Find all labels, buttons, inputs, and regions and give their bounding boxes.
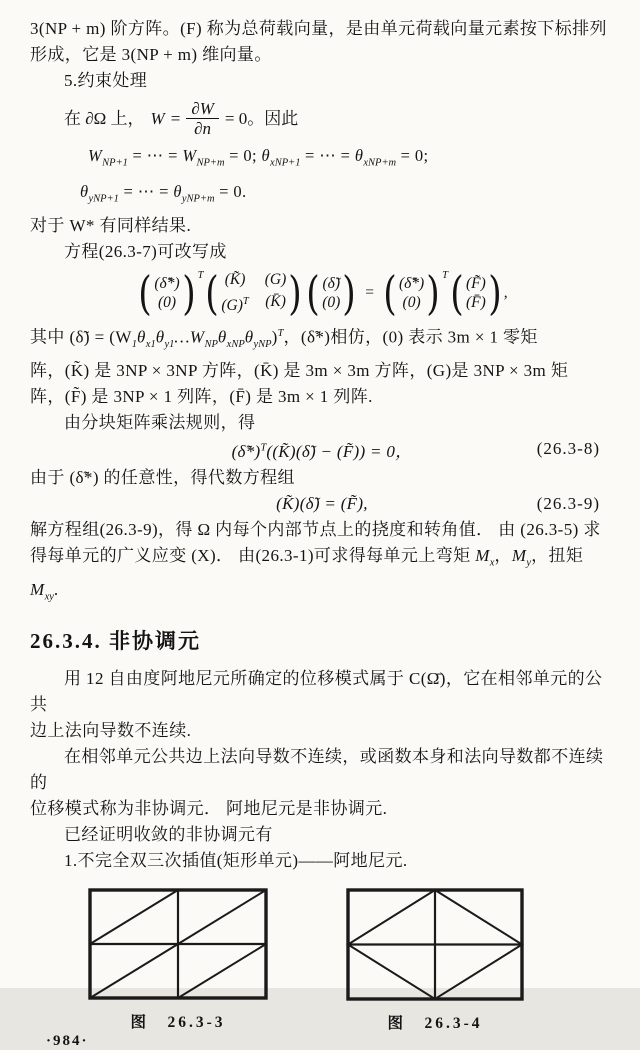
diagonal-line [90, 944, 178, 998]
big-right-paren: ) [181, 265, 196, 320]
figure-26-3-4-block [346, 888, 524, 1033]
equals-sign: = [365, 283, 374, 301]
transpose-superscript: T [277, 327, 284, 339]
right-vector-transposed [381, 265, 449, 320]
equals-zero: = 0; [396, 146, 429, 165]
equation-body [232, 442, 413, 461]
big-left-paren: ( [138, 265, 153, 320]
figure-26-3-3-block [88, 888, 268, 1032]
figures-row [30, 888, 614, 1033]
big-left-paren: ( [383, 265, 397, 320]
big-right-paren: ) [426, 265, 440, 320]
vector-entry: (0) [322, 293, 341, 311]
delta-star-vector [154, 274, 179, 312]
paragraph-block-multiplication-rule: 由分块矩阵乘法规则，得 [64, 412, 256, 432]
force-vector [448, 265, 504, 320]
paragraph-adini-element-line2: 边上法向导数不连续. [30, 721, 192, 741]
var-M: M [30, 579, 45, 599]
paragraph-adini-element-line1: 用 12 自由度阿地尼元所确定的位移模式属于 C(Ω̄)，它在相邻单元的公共 [30, 669, 603, 715]
paragraph-solve-line1: 解方程组(26.3-9)，得 Ω 内每个内部节点上的挠度和转角值． 由 (26.3-5) 求 [30, 520, 601, 540]
figure-caption-26-3-3: 图 26.3-3 [130, 1014, 226, 1032]
text-run: ，扭矩 [531, 546, 584, 566]
vector-entry: (F̄) [465, 293, 486, 311]
period: . [53, 579, 59, 599]
var-theta: θ [354, 146, 364, 165]
paragraph-rewrite-equation: 方程(26.3-7)可改写成 [64, 241, 227, 261]
text-run: 得每单元的广义应变 (X)． 由(26.3-1)可求得每单元上弯矩 [30, 546, 476, 566]
variable-w: W [150, 108, 165, 128]
equation-number: (26.3-9) [536, 494, 600, 514]
big-right-paren: ) [288, 265, 303, 320]
diagonal-line [178, 944, 266, 998]
equals-zero: = 0; [224, 146, 262, 165]
subscript: xNP [226, 338, 245, 350]
big-left-paren: ( [205, 265, 220, 320]
equation-number: (26.3-8) [536, 438, 600, 458]
comma: ， [494, 546, 512, 566]
vector-entry: (δ̃*) [398, 274, 425, 292]
matrix-entry [221, 292, 248, 315]
vector-entry: (F̃) [465, 274, 486, 292]
text-run: ，(δ̃*)相仿，(0) 表示 3m × 1 零矩 [283, 327, 538, 347]
subsection-constraint-handling: 5.约束处理 [64, 71, 148, 90]
diagonal-line [178, 890, 266, 944]
matrix-2x2 [221, 270, 286, 315]
var-W: W [88, 146, 103, 165]
var-theta: θ [173, 182, 182, 202]
paragraph-solve-line2 [30, 543, 614, 576]
subscript: NP+m [196, 157, 225, 169]
trailing-comma: , [503, 283, 508, 301]
equals-zero: = 0. [214, 182, 247, 202]
transpose-superscript: T [442, 269, 449, 281]
force-vector-stack [466, 274, 486, 312]
big-right-paren: ) [488, 265, 502, 320]
mesh-figure-diamond-grid [346, 888, 524, 1001]
subscript: NP+1 [102, 157, 128, 169]
subscript: x [489, 557, 495, 569]
subscript: 1 [131, 338, 138, 350]
big-left-paren: ( [306, 265, 320, 320]
paragraph-arbitrariness: 由于 (δ̃*) 的任意性，得代数方程组 [30, 468, 295, 488]
equation-rest: ((K̃)(δ̃) − (F̃)) = 0， [266, 442, 413, 462]
mesh-figure-diagonal-grid [88, 888, 268, 1000]
var-theta: θ [137, 327, 146, 347]
dots-equals: = ⋯ = [300, 146, 355, 165]
var-theta: θ [80, 182, 89, 202]
matrix-entry: (G) [264, 271, 287, 289]
delta-vector [304, 265, 358, 320]
partial-derivative-fraction [186, 99, 219, 138]
paragraph-where-definitions-line2: 阵，(K̃) 是 3NP × 3NP 方阵，(K̄) 是 3m × 3m 方阵，(G)是 3NP × 3m 矩 [30, 360, 569, 380]
vector-entry: (0) [402, 293, 421, 311]
matrix-entry: (K̃) [224, 271, 246, 289]
big-left-paren: ( [450, 265, 464, 320]
constraint-equation-line1 [30, 142, 614, 176]
transpose-superscript: T [197, 269, 204, 281]
subscript: xy [44, 591, 54, 603]
subscript: yNP+m [181, 193, 215, 205]
var-theta: θ [155, 327, 165, 347]
delta-star-term: (δ̃*) [231, 442, 261, 462]
formula-prefix: 在 ∂Ω 上， [64, 108, 145, 128]
subscript: y [526, 557, 532, 569]
var-theta: θ [261, 146, 271, 165]
big-right-paren: ) [342, 265, 356, 320]
subscript: x1 [145, 338, 156, 350]
paragraph-solve-line3 [30, 577, 614, 610]
vector-entry: (δ̃*) [154, 274, 180, 292]
delta-vector-stack [322, 274, 340, 312]
paragraph-proven-convergent: 已经证明收敛的非协调元有 [64, 825, 273, 845]
matrix-entry-g: (G) [221, 297, 243, 315]
transpose-superscript: T [242, 296, 249, 308]
equation-body: (K̃)(δ̃) = (F̃), [276, 494, 368, 514]
subscript: xNP+1 [270, 157, 301, 169]
var-w-dots: …W [174, 327, 205, 347]
transpose-superscript: T [260, 442, 267, 454]
paragraph-total-load-vector-line1: 3(NP + m) 阶方阵。(F) 称为总荷载向量，是由单元荷载向量元素按下标排列 [30, 19, 607, 38]
var-theta: θ [244, 327, 254, 347]
var-M: M [475, 546, 490, 566]
diagonal-line [90, 890, 178, 944]
paragraph-where-definitions-line1 [30, 321, 614, 358]
vector-entry: (0) [157, 293, 177, 311]
figure-caption-26-3-4: 图 26.3-4 [387, 1015, 483, 1033]
subscript: xNP+m [363, 157, 397, 169]
block-matrix-equation [30, 265, 614, 320]
subscript: NP [204, 338, 218, 350]
subscript: yNP+1 [88, 193, 119, 205]
equation-26-3-8 [30, 436, 614, 466]
formula-suffix: = 0。因此 [224, 108, 299, 128]
text-run: 其中 (δ̃) = (W [30, 327, 132, 347]
stiffness-block-matrix [203, 265, 304, 320]
left-vector-transposed [136, 265, 204, 320]
var-W: W [182, 146, 197, 165]
page-number: ·984· [46, 1033, 89, 1050]
equals-sign: = [170, 108, 181, 128]
paragraph-same-result: 对于 W* 有同样结果. [30, 215, 192, 235]
paragraph-nonconforming-def-line1: 在相邻单元公共边上法向导数不连续，或函数本身和法向导数都不连续的 [30, 747, 604, 793]
constraint-equation-line2 [30, 178, 614, 212]
list-item-incomplete-bicubic: 1.不完全双三次插值(矩形单元)——阿地尼元. [64, 851, 408, 871]
close-paren: ) [271, 327, 278, 347]
subscript: y1 [164, 338, 175, 350]
vector-entry: (δ̃) [322, 274, 340, 292]
matrix-entry: (K̄) [265, 293, 286, 311]
var-theta: θ [217, 327, 227, 347]
var-M: M [511, 546, 527, 566]
paragraph-where-definitions-line3: 阵，(F̃) 是 3NP × 1 列阵，(F̄) 是 3m × 1 列阵. [30, 386, 373, 406]
fraction-numerator: ∂W [186, 99, 219, 119]
fraction-denominator: ∂n [194, 119, 212, 138]
dots-equals: = ⋯ = [127, 146, 183, 165]
section-heading-26-3-4: 26.3.4. 非协调元 [30, 629, 201, 654]
subscript: yNP [253, 338, 272, 350]
equation-26-3-9 [30, 491, 614, 517]
dots-equals: = ⋯ = [118, 182, 174, 202]
paragraph-nonconforming-def-line2: 位移模式称为非协调元． 阿地尼元是非协调元. [30, 799, 388, 819]
delta-star-vector [399, 274, 424, 312]
paragraph-total-load-vector-line2: 形成，它是 3(NP + m) 维向量。 [30, 45, 272, 64]
boundary-condition-formula [30, 99, 614, 138]
